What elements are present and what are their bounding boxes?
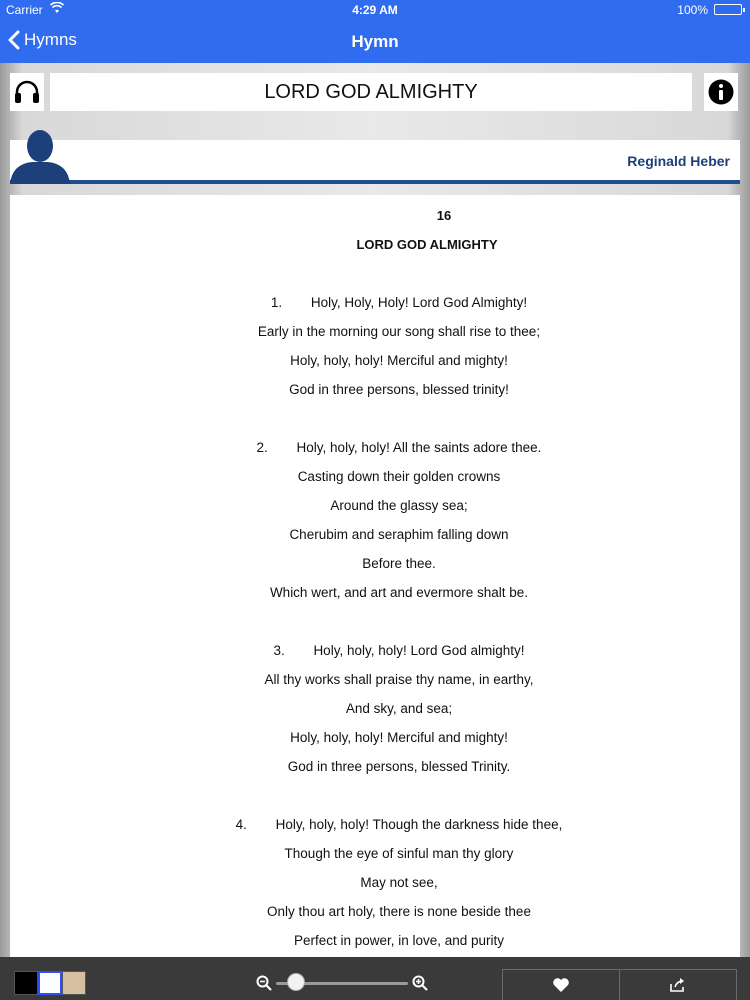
navigation-bar: [0, 20, 750, 63]
verse-line-text: Holy, holy, holy! Merciful and mighty!: [290, 353, 508, 368]
zoom-slider-thumb[interactable]: [287, 973, 305, 991]
hymn-heading: LORD GOD ALMIGHTY: [356, 237, 498, 252]
verse-line-text: Holy, holy, holy! Though the darkness hide thee,: [275, 817, 563, 832]
verse-line-text: God in three persons, blessed Trinity.: [287, 759, 511, 774]
verse-line-text: All thy works shall praise thy name, in earthy,: [264, 672, 534, 687]
battery-percent: 100%: [677, 3, 708, 17]
audio-button[interactable]: [10, 73, 44, 111]
verse-line: [10, 346, 740, 375]
nav-title: Hymn: [351, 32, 399, 51]
verse: [10, 288, 740, 404]
headphones-icon: [14, 80, 40, 104]
info-icon: [708, 79, 734, 105]
verse-line-text: Holy, holy, holy! All the saints adore thee.: [296, 440, 542, 455]
hymn-number: 16: [436, 208, 452, 223]
status-bar: [0, 0, 750, 20]
verse-number: 1.: [270, 295, 283, 310]
verse-line-text: God in three persons, blessed trinity!: [289, 382, 509, 397]
verse-line-text: Cherubim and seraphim falling down: [289, 527, 509, 542]
verse-line-text: Early in the morning our song shall rise to thee;: [257, 324, 541, 339]
clock: 4:29 AM: [352, 3, 398, 17]
verse-line: [10, 317, 740, 346]
verse-line: [10, 752, 740, 781]
theme-white-swatch[interactable]: [38, 971, 62, 995]
favorite-button[interactable]: [502, 969, 620, 1000]
verse-line-text: Which wert, and art and evermore shalt be.: [269, 585, 529, 600]
verse-line: [10, 665, 740, 694]
verse-line-text: Casting down their golden crowns: [297, 469, 501, 484]
verse: [10, 810, 740, 955]
verse-line-text: And sky, and sea;: [345, 701, 453, 716]
verse-line-text: Before thee.: [362, 556, 436, 571]
verse-line: [10, 433, 740, 462]
verse-line: [10, 636, 740, 665]
verse: [10, 433, 740, 607]
share-button[interactable]: [619, 969, 737, 1000]
hymn-title-row: [10, 73, 738, 111]
verse-line: [10, 462, 740, 491]
verse-line-text: Holy, Holy, Holy! Lord God Almighty!: [310, 295, 528, 310]
verse-line: [10, 839, 740, 868]
hymn-title: LORD GOD ALMIGHTY: [50, 73, 692, 111]
person-silhouette-icon: [10, 126, 70, 184]
verse-number: 2.: [256, 440, 268, 455]
verse-line: [10, 926, 740, 955]
verse-line: [10, 868, 740, 897]
verse: [10, 636, 740, 781]
author-banner: [10, 140, 740, 184]
hymn-content: [10, 195, 740, 957]
verse-line: [10, 288, 740, 317]
verse-number: 3.: [273, 643, 285, 658]
verse-line: [10, 375, 740, 404]
heart-icon: [552, 977, 570, 993]
bottom-toolbar: [0, 957, 750, 1000]
verse-line: [10, 694, 740, 723]
back-button-label: Hymns: [24, 30, 77, 49]
theme-black-swatch[interactable]: [14, 971, 38, 995]
theme-tan-swatch[interactable]: [62, 971, 86, 995]
verse-line-text: Around the glassy sea;: [330, 498, 468, 513]
verse-line: [10, 549, 740, 578]
top-bar: [0, 0, 750, 63]
verse-line-text: Holy, holy, holy! Merciful and mighty!: [290, 730, 508, 745]
verse-line-text: Though the eye of sinful man thy glory: [284, 846, 514, 861]
info-button[interactable]: [704, 73, 738, 111]
verse-line: [10, 520, 740, 549]
verse-line-text: Only thou art holy, there is none beside thee: [267, 904, 531, 919]
verse-list: [10, 288, 740, 957]
author-name: Reginald Heber: [627, 153, 730, 169]
carrier-label: Carrier: [6, 3, 43, 17]
verse-line: [10, 810, 740, 839]
verse-line: [10, 491, 740, 520]
verse-line: [10, 723, 740, 752]
zoom-out-icon[interactable]: [256, 975, 272, 991]
battery-icon: [714, 4, 742, 15]
share-icon: [669, 977, 687, 993]
zoom-in-icon[interactable]: [412, 975, 428, 991]
verse-line: [10, 578, 740, 607]
verse-line-text: Perfect in power, in love, and purity: [293, 933, 505, 948]
verse-number: 4.: [235, 817, 247, 832]
verse-line-text: Holy, holy, holy! Lord God almighty!: [313, 643, 525, 658]
verse-line-text: May not see,: [360, 875, 438, 890]
verse-line: [10, 897, 740, 926]
